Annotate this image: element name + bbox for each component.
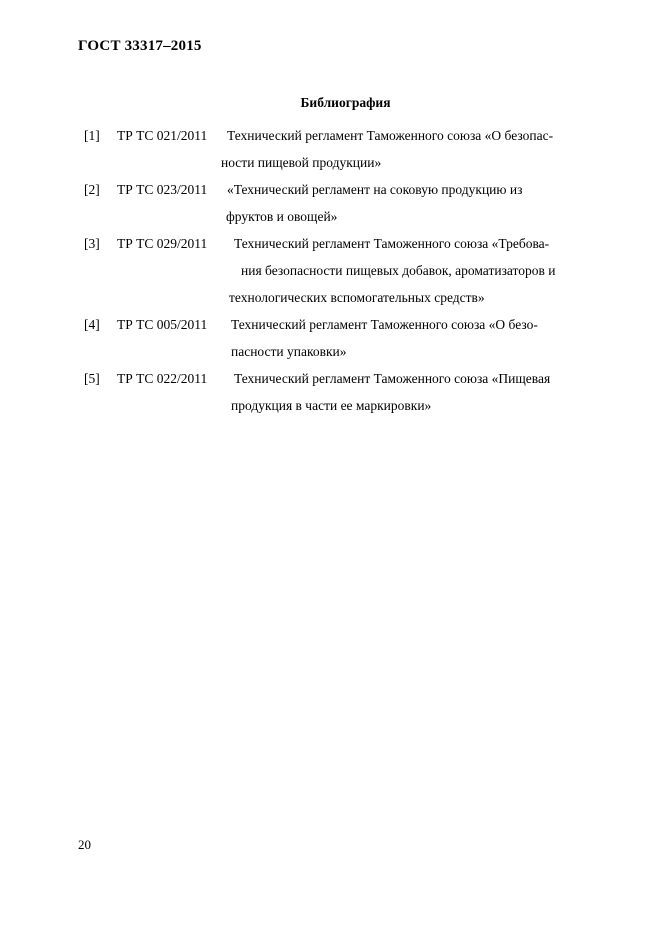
entry-title-line: ности пищевой продукции» — [221, 155, 382, 170]
bibliography-list — [84, 122, 624, 419]
bibliography-entry — [84, 311, 624, 365]
page-number: 20 — [78, 837, 91, 852]
entry-number: [3] — [84, 236, 100, 251]
entry-title-line: технологических вспомогательных средств» — [229, 290, 485, 305]
regulation-code: ТР ТС 021/2011 — [117, 128, 208, 143]
entry-title-line: Технический регламент Таможенного союза «Требова- — [234, 236, 550, 251]
regulation-code: ТР ТС 023/2011 — [117, 182, 208, 197]
entry-number: [1] — [84, 128, 100, 143]
section-title: Библиография — [300, 95, 391, 110]
bibliography-entry — [84, 176, 624, 230]
bibliography-entry — [84, 365, 624, 419]
entry-title-line: продукция в части ее маркировки» — [231, 398, 432, 413]
entry-number: [5] — [84, 371, 100, 386]
entry-title-line: пасности упаковки» — [231, 344, 347, 359]
bibliography-entry — [84, 230, 624, 311]
document-header: ГОСТ 33317–2015 — [78, 38, 202, 54]
regulation-code: ТР ТС 029/2011 — [117, 236, 208, 251]
entry-title-line: Технический регламент Таможенного союза «О безо- — [231, 317, 538, 332]
entry-title-line: фруктов и овощей» — [226, 209, 338, 224]
entry-number: [4] — [84, 317, 100, 332]
entry-title-line: Технический регламент Таможенного союза «О безопас- — [227, 128, 554, 143]
bibliography-entry — [84, 122, 624, 176]
regulation-code: ТР ТС 022/2011 — [117, 371, 208, 386]
entry-title-line: Технический регламент Таможенного союза «Пищевая — [234, 371, 551, 386]
entry-title-line: ния безопасности пищевых добавок, ароматизаторов и — [241, 263, 556, 278]
regulation-code: ТР ТС 005/2011 — [117, 317, 208, 332]
entry-number: [2] — [84, 182, 100, 197]
entry-title-line: «Технический регламент на соковую продукцию из — [227, 182, 523, 197]
